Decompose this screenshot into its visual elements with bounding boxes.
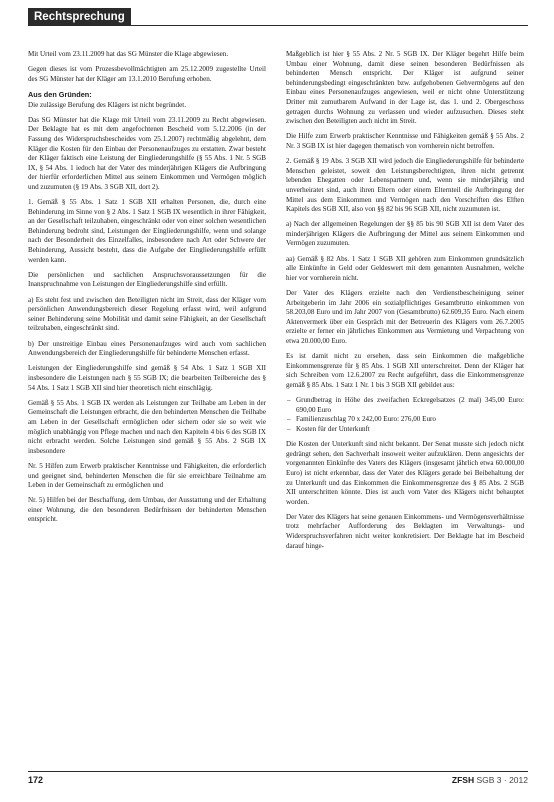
journal-name: SGB xyxy=(476,775,495,785)
paragraph: Leistungen der Eingliederungshilfe sind gemäß § 54 Abs. 1 Satz 1 SGB XII insbesondere die Leistungen nach § 55 SGB IX; die bearbeiten Teilbereiche des § 54 Abs. 1 Satz 1 SGB XII sind hier theoretisch nicht einschlägig. xyxy=(28,364,266,392)
list-item-amount: 690,00 Euro xyxy=(296,405,332,414)
section-heading: Aus den Gründen: xyxy=(28,89,92,99)
paragraph: 1. Gemäß § 55 Abs. 1 Satz 1 SGB XII erhalten Personen, die, durch eine Behinderung im Sinne von § 2 Abs. 1 Satz 1 SGB IX wesentlich in ihrer Fähigkeit, an der Gesellschaft teilzuhaben, eingeschränkt oder von einer solchen wesentlichen Behinderung bedroht sind, Leistungen der Eingliederungshilfe, wenn und solange nach der Besonderheit des Einzelfalles, insbesondere nach Art oder Schwere der Behinderung, Aussicht besteht, dass die Aufgabe der Eingliederungshilfe erfüllt werden kann. xyxy=(28,198,266,264)
paragraph: a) Nach der allgemeinen Regelungen der §§ 85 bis 90 SGB XII ist dem Vater des minderjährigen Klägers die Aufbringung der Mittel aus seinem Einkommen und Vermögen zuzumuten. xyxy=(286,220,524,248)
paragraph: Der Vater des Klägers hat seine genauen Einkommens- und Vermögensverhältnisse trotz mehrfacher Aufforderung des Beklagten im Verwaltungs- und Widerspruchsverfahren nicht weiter konkretisiert. Der Beklagte hat im Bescheid darauf hinge- xyxy=(286,512,524,550)
paragraph: aa) Gemäß § 82 Abs. 1 Satz 1 SGB XII gehören zum Einkommen grundsätzlich alle Einkünfte in Geld oder Geldeswert mit dem genannten Ausnahmen, welche hier vor vornherein nicht. xyxy=(286,254,524,282)
paragraph: Mit Urteil vom 23.11.2009 hat das SG Münster die Klage abgewiesen. xyxy=(28,50,229,58)
paragraph: 2. Gemäß § 19 Abs. 3 SGB XII wird jedoch die Eingliederungshilfe für behinderte Menschen geleistet, soweit den Leistungsberechtigten, ihren nicht getrennt lebenden Ehegatten oder Lebenspartnern und, wenn sie minderjährig und unverheiratet sind, auch ihren Eltern oder einem Elternteil die Aufbringung der Mittel aus dem Einkommen und Vermögen nach den Vorschriften des Elften Kapitels des SGB XII, also von §§ 82 bis 96 SGB XII, nicht zuzumuten ist. xyxy=(286,157,524,214)
journal-brand: ZFSH xyxy=(451,775,475,785)
paragraph: Die zulässige Berufung des Klägers ist nicht begründet. xyxy=(28,100,186,109)
paragraph: Gemäß § 55 Abs. 1 SGB IX werden als Leistungen zur Teilhabe am Leben in der Gemeinschaft die Leistungen erbracht, die den behinderten Menschen die Teilhabe am Leben in der Gesellschaft ermöglichen oder sichern oder sie so weit wie möglich unabhängig von Pflege machen und nach den Kapiteln 4 bis 6 des SGB IX nicht erbracht werden. Solche Leistungen sind gemäß § 55 Abs. 2 SGB IX insbesondere xyxy=(28,398,266,455)
paragraph: Nr. 5 Hilfen zum Erwerb praktischer Kenntnisse und Fähigkeiten, die erforderlich und geeignet sind, behinderten Menschen die für sie erreichbare Teilnahme am Leben in der Gemeinschaft zu ermöglichen und xyxy=(28,461,266,490)
page-header xyxy=(28,8,528,26)
page-footer xyxy=(28,771,528,788)
paragraph: Der Vater des Klägers erzielte nach den Verdienstbescheinigung seiner Arbeitgeberin im Jahr 2006 ein sozialpflichtiges Gesamtbrutto einkommen von 58.203,08 Euro und im Jahr 2007 von (Gesamtbrutto) 62.609,35 Euro. Nach einem Aktenvermerk über ein Gespräch mit der Betreuerin des Klägers vom 26.7.2005 erzielte er ferner ein jährliches Einkommen aus Vermietung und Verpachtung von etwa 20.000,00 Euro. xyxy=(286,289,524,345)
income-limit-list xyxy=(286,396,524,434)
list-item xyxy=(296,425,524,435)
list-item-label: Kosten für der Unterkunft xyxy=(296,424,370,433)
paragraph: Die Kosten der Unterkunft sind nicht bekannt. Der Senat musste sich jedoch nicht gedrängt sehen, den Sachverhalt insoweit weiter aufzuklären. Denn angesichts der vorgenannten Einkünfte des Vaters des Klägers (insgesamt jährlich etwa 60.000,00 Euro) ist nicht erkennbar, dass der Vater des Klägers gerade bei Beibehaltung der zu Unterkunft und das Einkommen die Einkommensgrenze des § 85 Abs. 2 SGB XII unterschritten könnte. Dies ist auch vom Vater des Klägers nicht behauptet worden. xyxy=(286,440,524,506)
header-rule xyxy=(28,25,528,26)
list-item-amount: 276,00 Euro xyxy=(400,415,436,424)
paragraph: Die persönlichen und sachlichen Anspruchsvoraussetzungen für die Inanspruchnahme von Leistungen der Eingliederungshilfe sind erfüllt. xyxy=(28,270,266,289)
section-label: Rechtsprechung xyxy=(28,8,131,26)
paragraph: Maßgeblich ist hier § 55 Abs. 2 Nr. 5 SGB IX. Der Kläger begehrt Hilfe beim Umbau einer Wohnung, damit diese seinen besonderen Bedürfnissen als behinderten Mensch entspricht. Der Kläger ist aufgrund seiner behinderungsbedingt eingeschränkten bzw. aufgehobenen Gehvermögens auf den Einbau eines Personenaufzuges angewiesen, weil er nicht ohne Unterstützung Dritter mit zumutbarem Aufwand in der Lage ist, das 1. und 2. Obergeschoss getragen durchs Wohnung zu verlassen und wieder aufzusuchen. Dieses steht zwischen den Beteiligten auch nicht im Streit. xyxy=(286,50,524,126)
paragraph: Nr. 5) Hilfen bei der Beschaffung, dem Umbau, der Ausstattung und der Erhaltung einer Wohnung, die den besonderen Bedürfnissen der behinderten Menschen entspricht. xyxy=(28,496,266,524)
page-number: 172 xyxy=(28,775,44,785)
paragraph: Das SG Münster hat die Klage mit Urteil vom 23.11.2009 zu Recht abgewiesen. Der Beklagte hat es mit dem angefochtenen Bescheid vom 5.12.2006 (in der Fassung des Widerspruchsbescheides vom 25.1.2007) rechtmäßig abgelehnt, dem Kläger die Kosten für den Einbau der Personenaufzuges zu erstatten. Zwar besteht der Kläger faktisch eine Leistung der Eingliederungshilfe (§ 55 Abs. 1 Nr. 5 SGB IX, § 54 Abs. 1 iedoch hat der Vater des minderjährigen Klägers die Aufbringung der hierfür erforderlichen Mittel aus seinem Einkommen und Vermögen möglich und zuzumuten (§ 19 Abs. 3 SGB XII, dort 2). xyxy=(28,115,266,191)
left-column xyxy=(28,50,266,531)
paragraph: b) Der unstreitige Einbau eines Personenaufzuges wird auch vom sachlichen Anwendungsbereich der Eingliederungshilfe für behinderte Menschen erfasst. xyxy=(28,339,266,358)
list-item-label: Familienzuschlag 70 x 242,00 Euro: xyxy=(296,415,400,424)
journal-info xyxy=(452,775,528,785)
list-item xyxy=(296,415,524,425)
right-column xyxy=(286,50,524,557)
paragraph: Gegen dieses ist vom Prozessbevollmächtigten am 25.12.2009 zugestellte Urteil des SG Münster hat der Kläger am 13.1.2010 Berufung erhoben. xyxy=(28,65,266,83)
paragraph: a) Es steht fest und zwischen den Beteiligten nicht im Streit, dass der Kläger vom persönlichen Anwendungsbereich dieser Regelung erfasst wird, weil aufgrund seiner Behinderung seine Mobilität und damit seine Fähigkeit, an der Gesellschaft teilzuhaben, eingeschränkt sind. xyxy=(28,295,266,333)
paragraph: Die Hilfe zum Erwerb praktischer Kenntnisse und Fähigkeiten gemäß § 55 Abs. 2 Nr. 3 SGB IX ist hier dagegen thematisch von vornherein nicht betroffen. xyxy=(286,132,524,150)
journal-issue: 3 · 2012 xyxy=(496,775,528,785)
paragraph: Es ist damit nicht zu ersehen, dass sein Einkommen die maßgebliche Einkommensgrenze für § 85 Abs. 1 SGB XII unterschreitet. Denn der Kläger hat sich Schreiben vom 12.6.2007 zu Recht aufgeführt, dass die Einkommensgrenze gemäß § 85 Abs. 1 Satz 1 Nr. 1 bis 3 SGB XII gebildet aus: xyxy=(286,352,524,389)
list-item xyxy=(296,396,524,415)
list-item-label: Grundbetrag in Höhe des zweifachen Eckregelsatzes (2 mal) 345,00 Euro: xyxy=(296,396,524,405)
